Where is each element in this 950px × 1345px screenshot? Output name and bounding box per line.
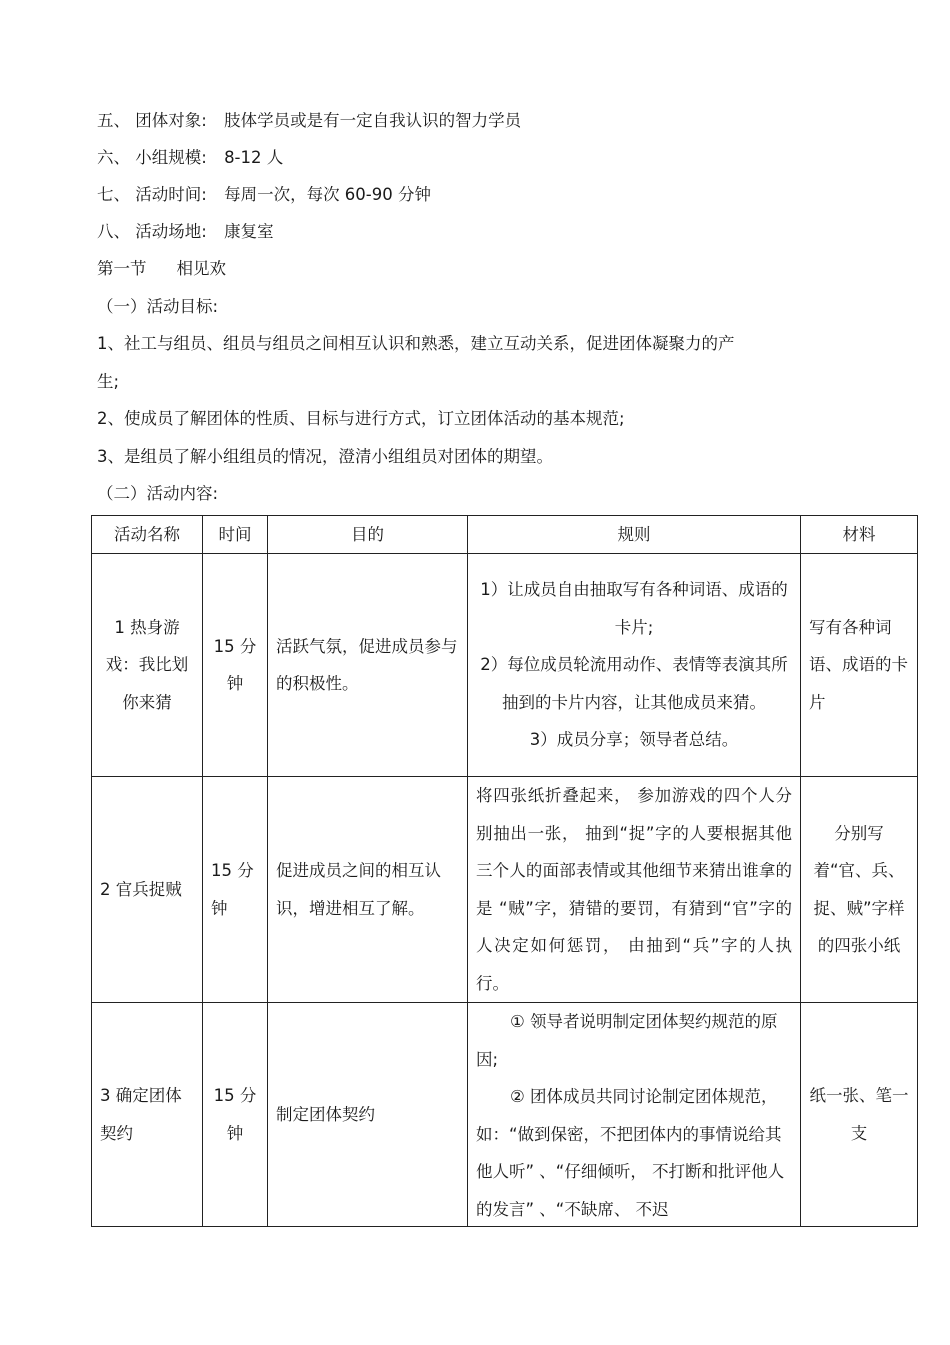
activity-goal-cell: 制定团体契约	[268, 1003, 468, 1227]
activity-goal-cell: 促进成员之间的相互认识，增进相互了解。	[268, 777, 468, 1003]
info-line-size	[97, 146, 283, 170]
rule-line: ① 领导者说明制定团体契约规范的原因;	[476, 1012, 778, 1069]
rule-line: 将四张纸折叠起来， 参加游戏的四个人分别抽出一张， 抽到“捉”字的人要根据其他三个人的面部表情或其他细节来猜出谁拿的是 “贼”字，猜错的要罚，有猜到“官”字的人决定如何惩罚， 由抽到“兵”字的人执行。	[476, 786, 792, 993]
goal-item: 3、是组员了解小组组员的情况，澄清小组组员对团体的期望。	[97, 447, 553, 466]
section-number: 第一节	[97, 259, 147, 278]
header-cell: 规则	[468, 516, 801, 554]
rule-line: 1）让成员自由抽取写有各种词语、成语的卡片;	[480, 580, 788, 637]
info-label: 小组规模:	[135, 148, 207, 167]
goals-heading: （一）活动目标:	[97, 297, 219, 316]
activity-name-cell: 2 官兵捉贼	[92, 777, 203, 1003]
rule-line: ② 团体成员共同讨论制定团体规范，如：“做到保密，不把团体内的事情说给其他人听” 、“仔细倾听， 不打断和批评他人的发言” 、“不缺席、 不迟	[476, 1087, 785, 1219]
header-cell: 时间	[203, 516, 268, 554]
activity-material-cell: 分别写着“官、兵、捉、贼”字样的四张小纸	[801, 777, 918, 1003]
info-value: 每周一次，每次 60-90 分钟	[224, 185, 431, 204]
rule-line: 2）每位成员轮流用动作、表情等表演其所抽到的卡片内容，让其他成员来猜。	[480, 655, 788, 712]
table-header-row	[92, 516, 918, 554]
goal-item: 生;	[97, 372, 120, 391]
activity-time-cell: 15 分钟	[203, 777, 268, 1003]
table-row	[92, 1003, 918, 1227]
activity-time-cell: 15 分钟	[203, 554, 268, 777]
activity-goal-cell: 活跃气氛，促进成员参与的积极性。	[268, 554, 468, 777]
content-heading: （二）活动内容:	[97, 484, 219, 503]
section-heading	[97, 257, 226, 281]
info-label: 活动时间:	[135, 185, 207, 204]
info-line-time	[97, 183, 431, 207]
activity-material-cell: 纸一张、笔一支	[801, 1003, 918, 1227]
activity-name-cell: 1 热身游戏：我比划你来猜	[92, 554, 203, 777]
info-num: 七、	[97, 185, 130, 204]
activity-name-cell: 3 确定团体契约	[92, 1003, 203, 1227]
goal-item: 2、使成员了解团体的性质、目标与进行方式，订立团体活动的基本规范;	[97, 409, 625, 428]
info-line-target	[97, 109, 521, 133]
rule-line: 3）成员分享；领导者总结。	[529, 730, 739, 750]
activity-time-cell: 15 分钟	[203, 1003, 268, 1227]
goal-item: 1、社工与组员、组员与组员之间相互认识和熟悉，建立互动关系，促进团体凝聚力的产	[97, 334, 735, 353]
section-title: 相见欢	[176, 259, 226, 278]
header-cell: 目的	[268, 516, 468, 554]
rule-text-clip	[476, 1003, 792, 1226]
info-label: 活动场地:	[135, 222, 207, 241]
activity-rule-cell	[468, 1003, 801, 1227]
activity-rule-cell	[468, 777, 801, 1003]
table-row	[92, 554, 918, 777]
info-label: 团体对象:	[135, 111, 207, 130]
info-value: 8-12 人	[224, 148, 284, 167]
info-line-venue	[97, 220, 274, 244]
info-num: 五、	[97, 111, 130, 130]
header-cell: 材料	[801, 516, 918, 554]
activity-table	[91, 515, 918, 1227]
info-num: 六、	[97, 148, 130, 167]
info-num: 八、	[97, 222, 130, 241]
activity-material-cell: 写有各种词语、成语的卡片	[801, 554, 918, 777]
info-value: 康复室	[224, 222, 274, 241]
activity-rule-cell	[468, 554, 801, 777]
header-cell: 活动名称	[92, 516, 203, 554]
table-row	[92, 777, 918, 1003]
info-value: 肢体学员或是有一定自我认识的智力学员	[224, 111, 522, 130]
